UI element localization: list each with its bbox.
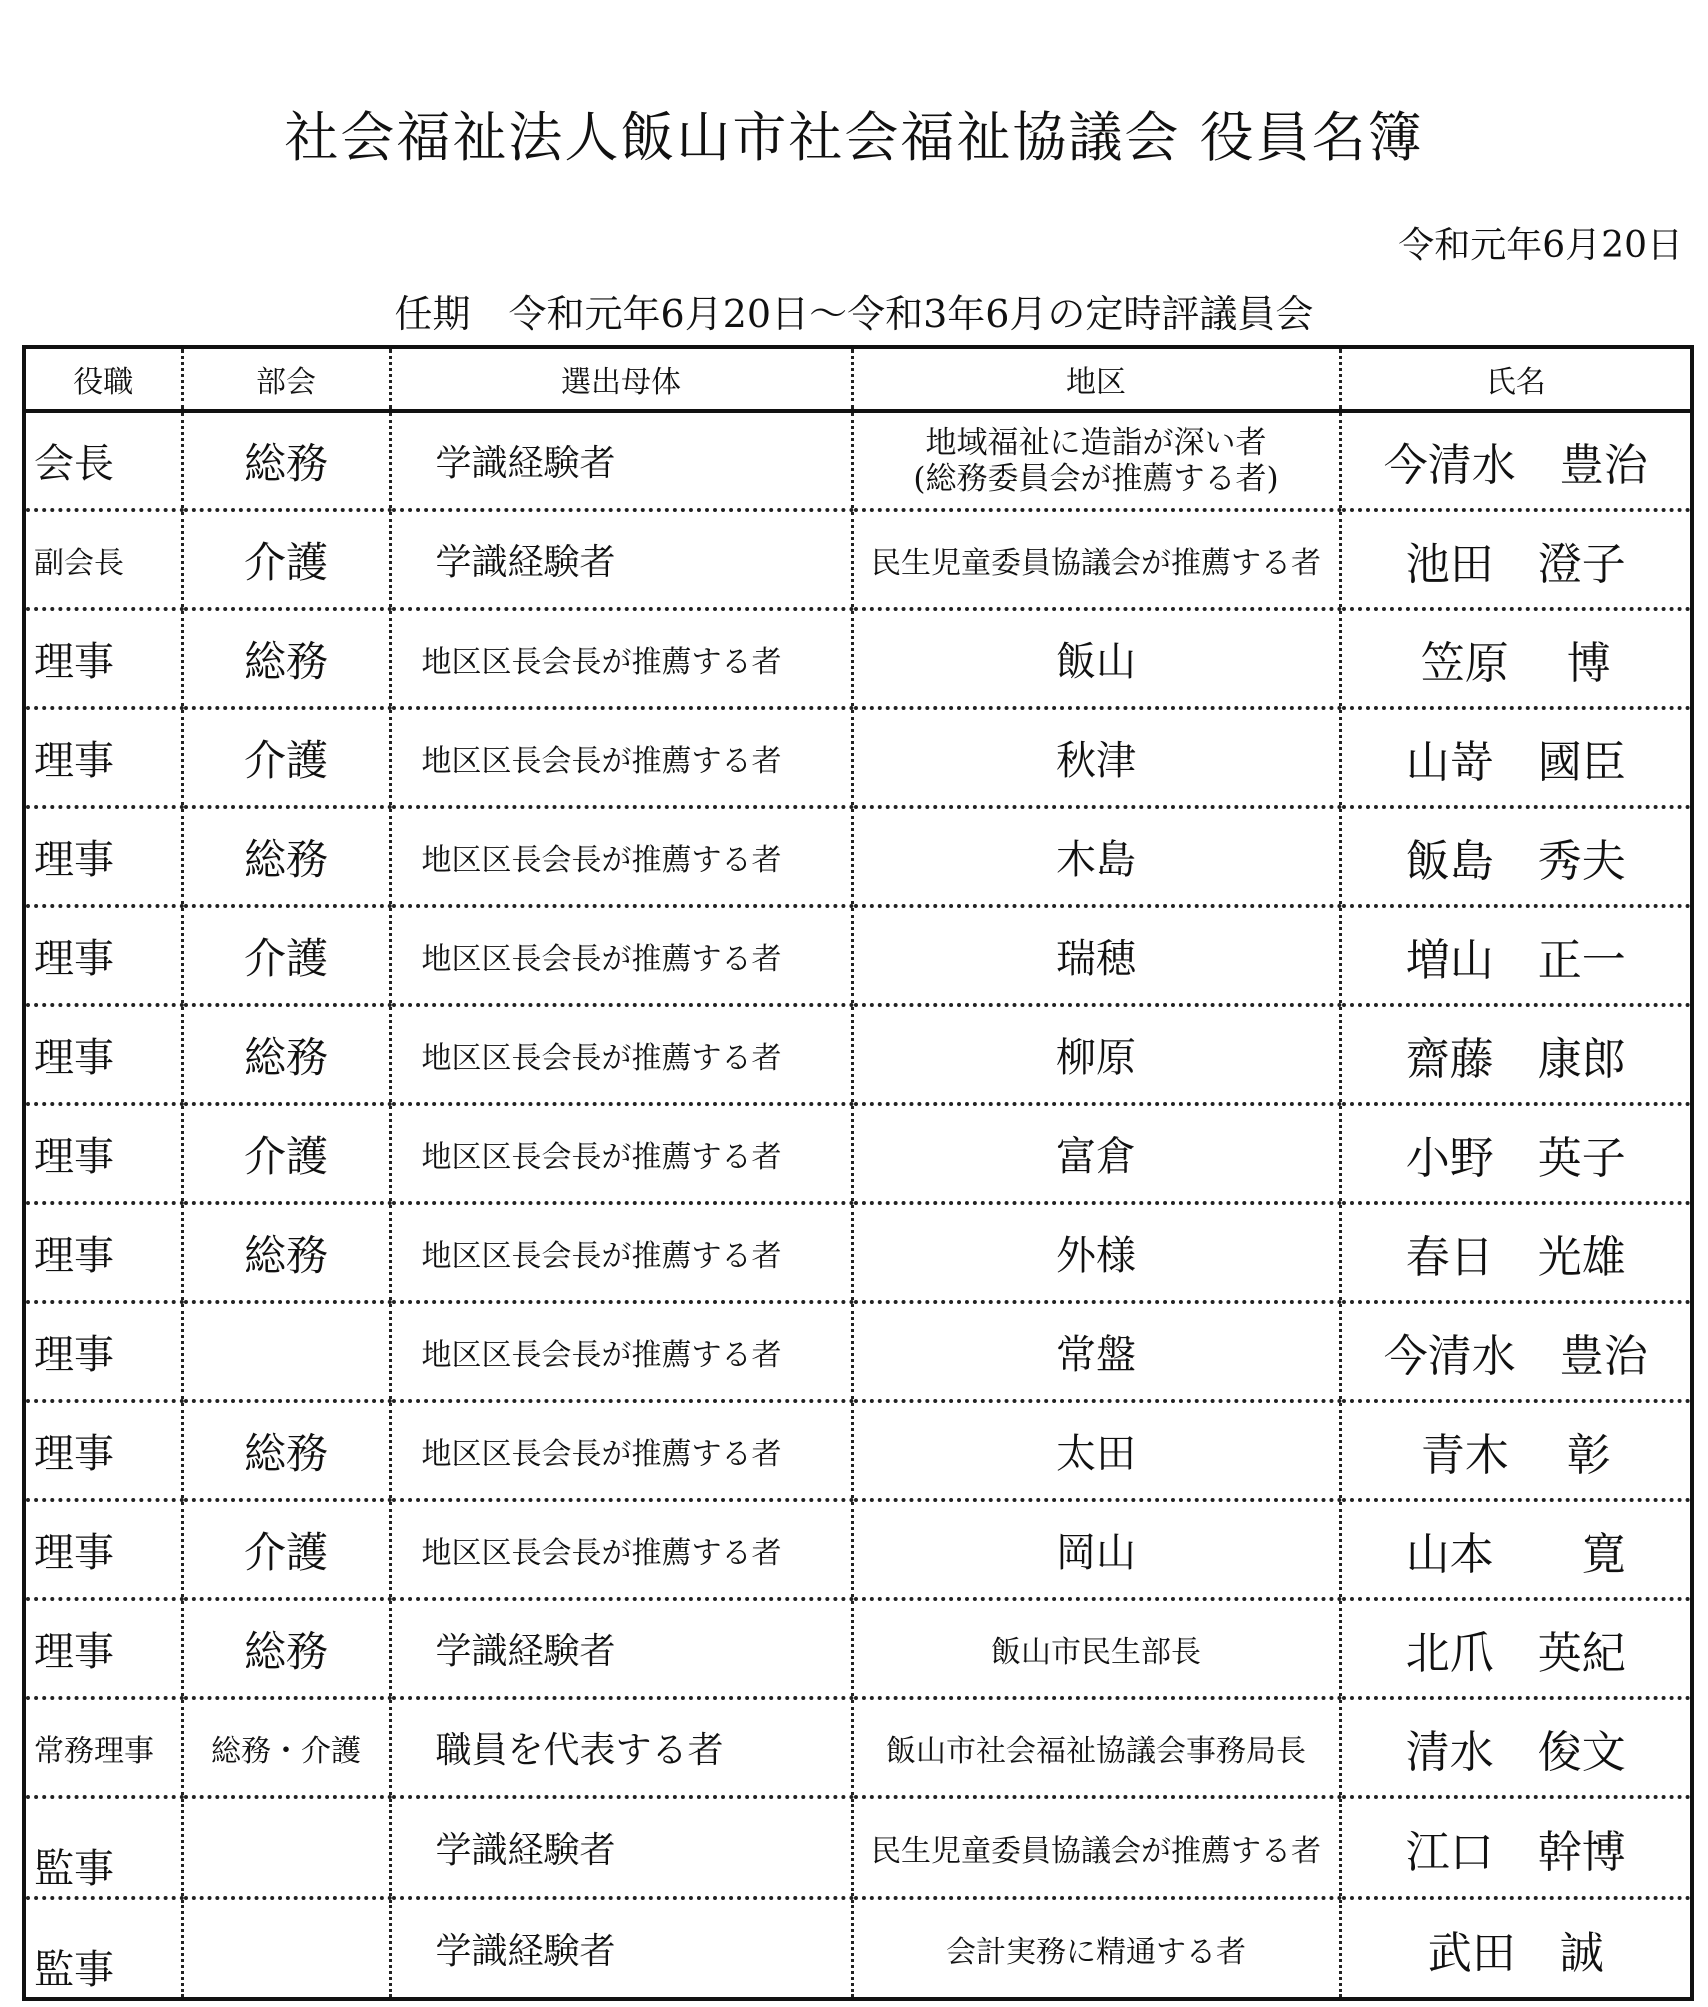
dept-cell: 総務 bbox=[182, 411, 390, 510]
body-cell: 地区区長会長が推薦する者 bbox=[390, 609, 852, 708]
term-of-office: 任期 令和元年6月20日～令和3年6月の定時評議員会 bbox=[394, 292, 1314, 336]
district-cell: 飯山市民生部長 bbox=[852, 1599, 1340, 1698]
name-cell: 北爪 英紀 bbox=[1340, 1599, 1692, 1698]
district-cell: 岡山 bbox=[852, 1500, 1340, 1599]
body-cell: 地区区長会長が推薦する者 bbox=[390, 906, 852, 1005]
dept-cell: 総務 bbox=[182, 1401, 390, 1500]
table-row bbox=[24, 708, 1692, 807]
district-line-2: (総務委員会が推薦する者) bbox=[913, 460, 1279, 497]
name-cell: 春日 光雄 bbox=[1340, 1203, 1692, 1302]
table-row bbox=[24, 1797, 1692, 1898]
name-cell: 江口 幹博 bbox=[1340, 1797, 1692, 1898]
district-cell: 富倉 bbox=[852, 1104, 1340, 1203]
dept-cell: 総務 bbox=[182, 1005, 390, 1104]
name-cell: 武田 誠 bbox=[1427, 1927, 1604, 1979]
name-cell: 山嵜 國臣 bbox=[1340, 708, 1692, 807]
table-row bbox=[24, 1302, 1692, 1401]
body-cell: 地区区長会長が推薦する者 bbox=[390, 1005, 852, 1104]
body-cell: 学識経験者 bbox=[390, 510, 852, 609]
body-cell: 学識経験者 bbox=[390, 1898, 852, 1999]
name-cell: 清水 俊文 bbox=[1340, 1698, 1692, 1797]
role-cell: 会長 bbox=[24, 411, 182, 510]
dept-cell: 介護 bbox=[182, 510, 390, 609]
table-row bbox=[24, 1401, 1692, 1500]
role-cell: 理事 bbox=[24, 1599, 182, 1698]
table-row bbox=[24, 609, 1692, 708]
district-cell: 外様 bbox=[852, 1203, 1340, 1302]
document-date: 令和元年6月20日 bbox=[1398, 225, 1683, 266]
district-cell: 飯山市社会福祉協議会事務局長 bbox=[852, 1698, 1340, 1797]
body-cell: 学識経験者 bbox=[390, 1797, 852, 1898]
district-cell: 民生児童委員協議会が推薦する者 bbox=[852, 1797, 1340, 1898]
header-role: 役職 bbox=[24, 347, 182, 411]
name-cell: 池田 澄子 bbox=[1340, 510, 1692, 609]
dept-cell: 介護 bbox=[182, 906, 390, 1005]
dept-cell bbox=[182, 1797, 390, 1898]
dept-cell bbox=[182, 1302, 390, 1401]
district-cell bbox=[852, 411, 1340, 510]
body-cell: 地区区長会長が推薦する者 bbox=[390, 1104, 852, 1203]
body-cell: 地区区長会長が推薦する者 bbox=[390, 1302, 852, 1401]
body-cell: 学識経験者 bbox=[390, 411, 852, 510]
officer-roster-table bbox=[22, 345, 1694, 2001]
header-name: 氏名 bbox=[1340, 347, 1692, 411]
name-cell: 増山 正一 bbox=[1340, 906, 1692, 1005]
district-cell: 木島 bbox=[852, 807, 1340, 906]
role-cell: 監事 bbox=[24, 1898, 182, 1999]
district-cell: 太田 bbox=[852, 1401, 1340, 1500]
district-cell: 秋津 bbox=[852, 708, 1340, 807]
body-cell: 職員を代表する者 bbox=[390, 1698, 852, 1797]
table-row bbox=[24, 906, 1692, 1005]
name-cell: 飯島 秀夫 bbox=[1340, 807, 1692, 906]
table-row bbox=[24, 1500, 1692, 1599]
table-row bbox=[24, 1104, 1692, 1203]
role-cell: 理事 bbox=[24, 1401, 182, 1500]
name-cell: 山本 寛 bbox=[1340, 1500, 1692, 1599]
name-cell: 青木 彰 bbox=[1340, 1401, 1692, 1500]
dept-cell: 介護 bbox=[182, 1500, 390, 1599]
role-cell: 理事 bbox=[24, 1104, 182, 1203]
role-cell: 常務理事 bbox=[24, 1698, 182, 1797]
district-cell: 常盤 bbox=[852, 1302, 1340, 1401]
role-cell: 理事 bbox=[24, 609, 182, 708]
body-cell: 地区区長会長が推薦する者 bbox=[390, 1203, 852, 1302]
table-row bbox=[24, 1898, 1692, 1999]
body-cell: 地区区長会長が推薦する者 bbox=[390, 1500, 852, 1599]
table-row bbox=[24, 807, 1692, 906]
table-row bbox=[24, 1005, 1692, 1104]
table-row bbox=[24, 1203, 1692, 1302]
name-cell: 齋藤 康郎 bbox=[1340, 1005, 1692, 1104]
table-row bbox=[24, 1698, 1692, 1797]
role-cell: 理事 bbox=[24, 807, 182, 906]
body-cell: 地区区長会長が推薦する者 bbox=[390, 708, 852, 807]
body-cell: 地区区長会長が推薦する者 bbox=[390, 1401, 852, 1500]
district-cell: 会計実務に精通する者 bbox=[852, 1898, 1340, 1999]
document-title: 社会福祉法人飯山市社会福祉協議会 役員名簿 bbox=[284, 106, 1424, 169]
dept-cell: 総務 bbox=[182, 807, 390, 906]
name-cell: 小野 英子 bbox=[1340, 1104, 1692, 1203]
header-row bbox=[24, 347, 1692, 411]
role-cell: 理事 bbox=[24, 906, 182, 1005]
role-cell: 理事 bbox=[24, 1302, 182, 1401]
role-cell: 理事 bbox=[24, 1203, 182, 1302]
table-row bbox=[24, 1599, 1692, 1698]
district-cell: 柳原 bbox=[852, 1005, 1340, 1104]
role-cell: 理事 bbox=[24, 1005, 182, 1104]
table-row bbox=[24, 510, 1692, 609]
body-cell: 学識経験者 bbox=[390, 1599, 852, 1698]
role-cell: 副会長 bbox=[24, 510, 182, 609]
dept-cell: 介護 bbox=[182, 1104, 390, 1203]
dept-cell: 総務 bbox=[182, 1599, 390, 1698]
dept-cell bbox=[182, 1898, 390, 1999]
district-cell: 瑞穂 bbox=[852, 906, 1340, 1005]
name-cell: 笠原 博 bbox=[1340, 609, 1692, 708]
dept-cell: 総務・介護 bbox=[182, 1698, 390, 1797]
district-cell: 民生児童委員協議会が推薦する者 bbox=[852, 510, 1340, 609]
dept-cell: 総務 bbox=[182, 1203, 390, 1302]
table-row bbox=[24, 411, 1692, 510]
district-cell: 飯山 bbox=[852, 609, 1340, 708]
role-cell: 監事 bbox=[24, 1797, 182, 1898]
header-body: 選出母体 bbox=[390, 347, 852, 411]
role-cell: 理事 bbox=[24, 708, 182, 807]
body-cell: 地区区長会長が推薦する者 bbox=[390, 807, 852, 906]
name-cell: 今清水 豊治 bbox=[1340, 411, 1692, 510]
dept-cell: 総務 bbox=[182, 609, 390, 708]
header-district: 地区 bbox=[852, 347, 1340, 411]
district-line-1: 地域福祉に造詣が深い者 bbox=[925, 424, 1267, 461]
role-cell: 理事 bbox=[24, 1500, 182, 1599]
header-dept: 部会 bbox=[182, 347, 390, 411]
dept-cell: 介護 bbox=[182, 708, 390, 807]
name-cell: 今清水 豊治 bbox=[1340, 1302, 1692, 1401]
